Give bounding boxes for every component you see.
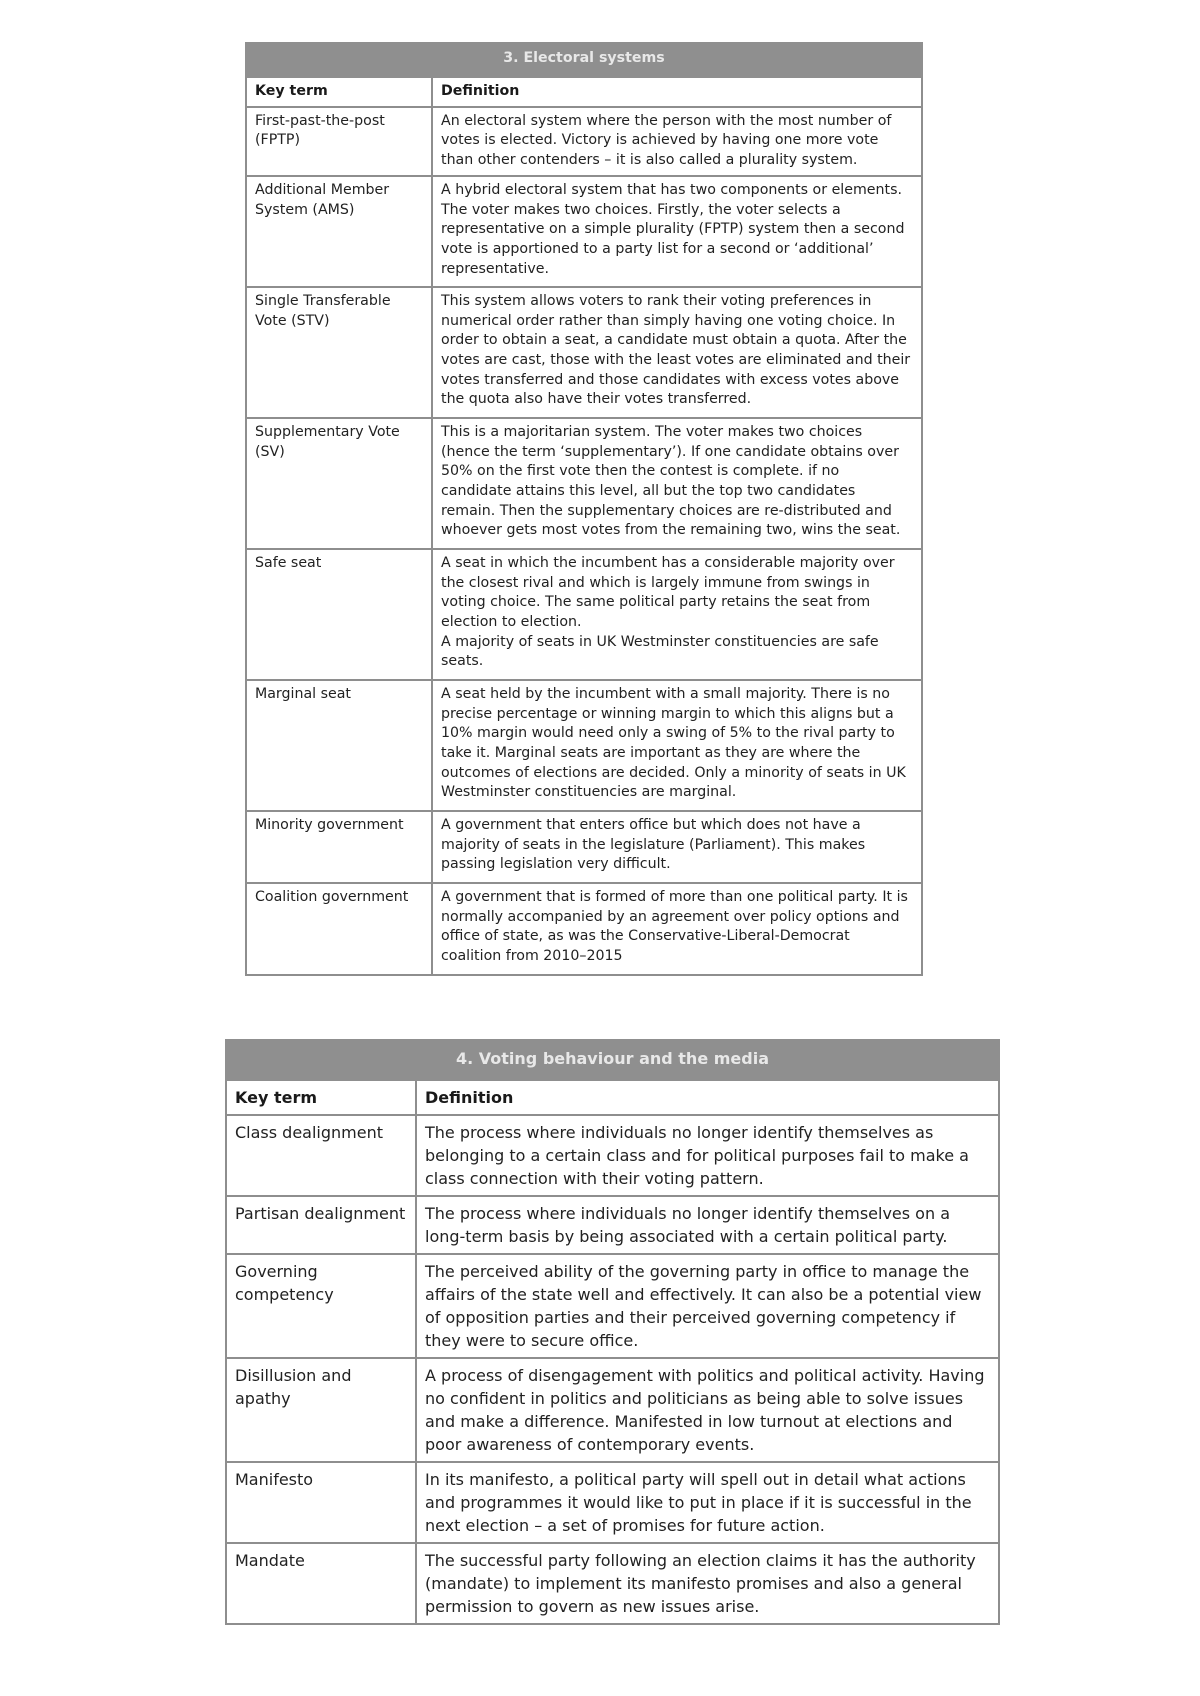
table-row <box>226 1462 999 1543</box>
definition-cell: A hybrid electoral system that has two components or elements. The voter makes two choices. Firstly, the voter selects a representative on a simple plurality (FPTP) system then a second vote is apportioned to a party list for a second or ‘additional’ representative. <box>432 176 922 287</box>
definition-cell: The perceived ability of the governing party in office to manage the affairs of the state well and effectively. It can also be a potential view of opposition parties and their perceived governing competency if they were to secure office. <box>416 1254 999 1358</box>
key-term-cell: Governing competency <box>226 1254 416 1358</box>
table-row <box>246 549 922 680</box>
table-row <box>226 1254 999 1358</box>
key-term-cell: Marginal seat <box>246 680 432 811</box>
table-title-row <box>226 1040 999 1080</box>
definition-paragraph: A seat in which the incumbent has a considerable majority over the closest rival and which is largely immune from swings in voting choice. The same political party retains the seat from election to election. <box>441 554 895 630</box>
key-term-cell: Supplementary Vote (SV) <box>246 418 432 549</box>
table-title: 4. Voting behaviour and the media <box>226 1040 999 1080</box>
table-row <box>226 1543 999 1624</box>
key-term-cell: Disillusion and apathy <box>226 1358 416 1462</box>
table-row <box>226 1115 999 1196</box>
key-term-cell: Additional Member System (AMS) <box>246 176 432 287</box>
table-row <box>226 1358 999 1462</box>
definition-cell <box>432 549 922 680</box>
column-header-definition: Definition <box>416 1080 999 1115</box>
table-title: 3. Electoral systems <box>246 43 922 77</box>
definition-cell: A seat held by the incumbent with a small majority. There is no precise percentage or winning margin to which this aligns but a 10% margin would need only a swing of 5% to the rival party to take it. Marginal seats are important as they are where the outcomes of elections are decided. Only a minority of seats in UK Westminster constituencies are marginal. <box>432 680 922 811</box>
column-header-definition: Definition <box>432 77 922 107</box>
table-row <box>246 176 922 287</box>
definition-cell: An electoral system where the person with the most number of votes is elected. Victory is achieved by having one more vote than other contenders – it is also called a plurality system. <box>432 107 922 176</box>
key-term-cell: Safe seat <box>246 549 432 680</box>
definition-cell: In its manifesto, a political party will spell out in detail what actions and programmes it would like to put in place if it is successful in the next election – a set of promises for future action. <box>416 1462 999 1543</box>
definition-cell: This is a majoritarian system. The voter makes two choices (hence the term ‘supplementary’). If one candidate obtains over 50% on the first vote then the contest is complete. if no candidate attains this level, all but the top two candidates remain. Then the supplementary choices are re-distributed and whoever gets most votes from the remaining two, wins the seat. <box>432 418 922 549</box>
definition-cell: The process where individuals no longer identify themselves on a long-term basis by being associated with a certain political party. <box>416 1196 999 1254</box>
table-row <box>246 811 922 883</box>
definition-cell: This system allows voters to rank their voting preferences in numerical order rather than simply having one voting choice. In order to obtain a seat, a candidate must obtain a quota. After the votes are cast, those with the least votes are eliminated and their votes transferred and those candidates with excess votes above the quota also have their votes transferred. <box>432 287 922 418</box>
column-header-key-term: Key term <box>246 77 432 107</box>
table-row <box>246 418 922 549</box>
electoral-systems-table <box>245 42 923 976</box>
table-title-row <box>246 43 922 77</box>
definition-cell: The successful party following an election claims it has the authority (mandate) to implement its manifesto promises and also a general permission to govern as new issues arise. <box>416 1543 999 1624</box>
definition-cell: The process where individuals no longer identify themselves as belonging to a certain class and for political purposes fail to make a class connection with their voting pattern. <box>416 1115 999 1196</box>
key-term-cell: Partisan dealignment <box>226 1196 416 1254</box>
table-header-row <box>226 1080 999 1115</box>
table-header-row <box>246 77 922 107</box>
key-term-cell: Manifesto <box>226 1462 416 1543</box>
key-term-cell: Mandate <box>226 1543 416 1624</box>
table-row <box>246 883 922 975</box>
key-term-cell: Coalition government <box>246 883 432 975</box>
table-row <box>246 107 922 176</box>
key-term-cell: Single Transferable Vote (STV) <box>246 287 432 418</box>
key-term-cell: Class dealignment <box>226 1115 416 1196</box>
definition-paragraph: A majority of seats in UK Westminster constituencies are safe seats. <box>441 633 879 670</box>
definition-cell: A government that enters office but which does not have a majority of seats in the legislature (Parliament). This makes passing legislation very difficult. <box>432 811 922 883</box>
key-term-cell: First-past-the-post (FPTP) <box>246 107 432 176</box>
table-row <box>246 287 922 418</box>
voting-behaviour-table <box>225 1039 1000 1625</box>
definition-cell: A government that is formed of more than one political party. It is normally accompanied by an agreement over policy options and office of state, as was the Conservative-Liberal-Democrat coalition from 2010–2015 <box>432 883 922 975</box>
definition-cell: A process of disengagement with politics and political activity. Having no confident in politics and politicians as being able to solve issues and make a difference. Manifested in low turnout at elections and poor awareness of contemporary events. <box>416 1358 999 1462</box>
table-row <box>226 1196 999 1254</box>
key-term-cell: Minority government <box>246 811 432 883</box>
table-row <box>246 680 922 811</box>
column-header-key-term: Key term <box>226 1080 416 1115</box>
